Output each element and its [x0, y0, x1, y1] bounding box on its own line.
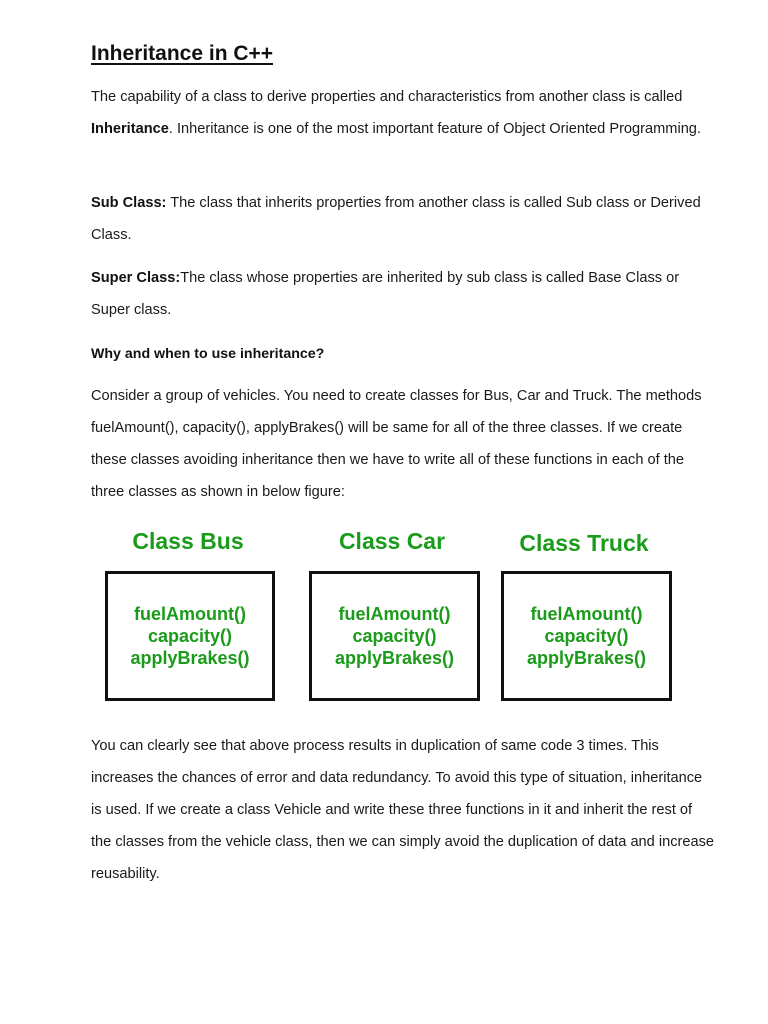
class-car-box: [309, 571, 480, 701]
super-class-paragraph: [91, 262, 721, 326]
class-car-method-fuel: fuelAmount(): [338, 604, 451, 624]
sub-class-paragraph: [91, 187, 721, 251]
class-truck-title: Class Truck: [519, 530, 649, 556]
class-car-title: Class Car: [338, 528, 446, 554]
class-car-method-capacity: capacity(): [352, 626, 437, 646]
class-truck-method-fuel: fuelAmount(): [530, 604, 643, 624]
class-bus-method-capacity: capacity(): [147, 626, 233, 646]
class-truck-method-brakes: applyBrakes(): [526, 648, 647, 668]
consider-paragraph: Consider a group of vehicles. You need to create classes for Bus, Car and Truck. The methods fuelAmount(), capacity(), applyBrakes() will be same for all of the three classes. If we create these classes avoiding inheritance then we have to write all of these functions in each of the three classes as shown in below figure:: [91, 388, 702, 500]
conclusion-paragraph: You can clearly see that above process results in duplication of same code 3 times. This increases the chances of error and data redundancy. To avoid this type of situation, inheritance is used. If we create a class Vehicle and write these three functions in it and inherit the rest of the classes from the vehicle class, then we can simply avoid the duplication of data and increase reusability.: [91, 738, 715, 882]
sub-class-text: The class that inherits properties from another class is called Sub class or Derived Class.: [91, 195, 701, 243]
class-truck-block: [484, 524, 684, 714]
class-bus-method-brakes: applyBrakes(): [130, 648, 250, 668]
class-bus-title: Class Bus: [132, 528, 244, 554]
page-title: Inheritance in C++: [91, 42, 274, 65]
intro-text-end: . Inheritance is one of the most important feature of Object Oriented Programming.: [168, 121, 701, 137]
class-truck-box: [501, 571, 672, 701]
sub-class-label: Sub Class:: [91, 195, 167, 211]
class-bus-box: [105, 571, 275, 701]
intro-bold-term: Inheritance: [91, 121, 169, 137]
class-car-method-brakes: applyBrakes(): [334, 648, 455, 668]
intro-text-start: The capability of a class to derive properties and characteristics from another class is called: [91, 89, 683, 105]
class-bus-block: [88, 524, 288, 714]
intro-paragraph: [91, 81, 721, 145]
class-car-block: [292, 524, 492, 714]
class-bus-method-fuel: fuelAmount(): [134, 604, 246, 624]
class-truck-method-capacity: capacity(): [544, 626, 629, 646]
super-class-text: The class whose properties are inherited by sub class is called Base Class or Super class.: [91, 270, 680, 318]
why-heading: Why and when to use inheritance?: [91, 346, 325, 362]
super-class-label: Super Class:: [91, 270, 181, 286]
